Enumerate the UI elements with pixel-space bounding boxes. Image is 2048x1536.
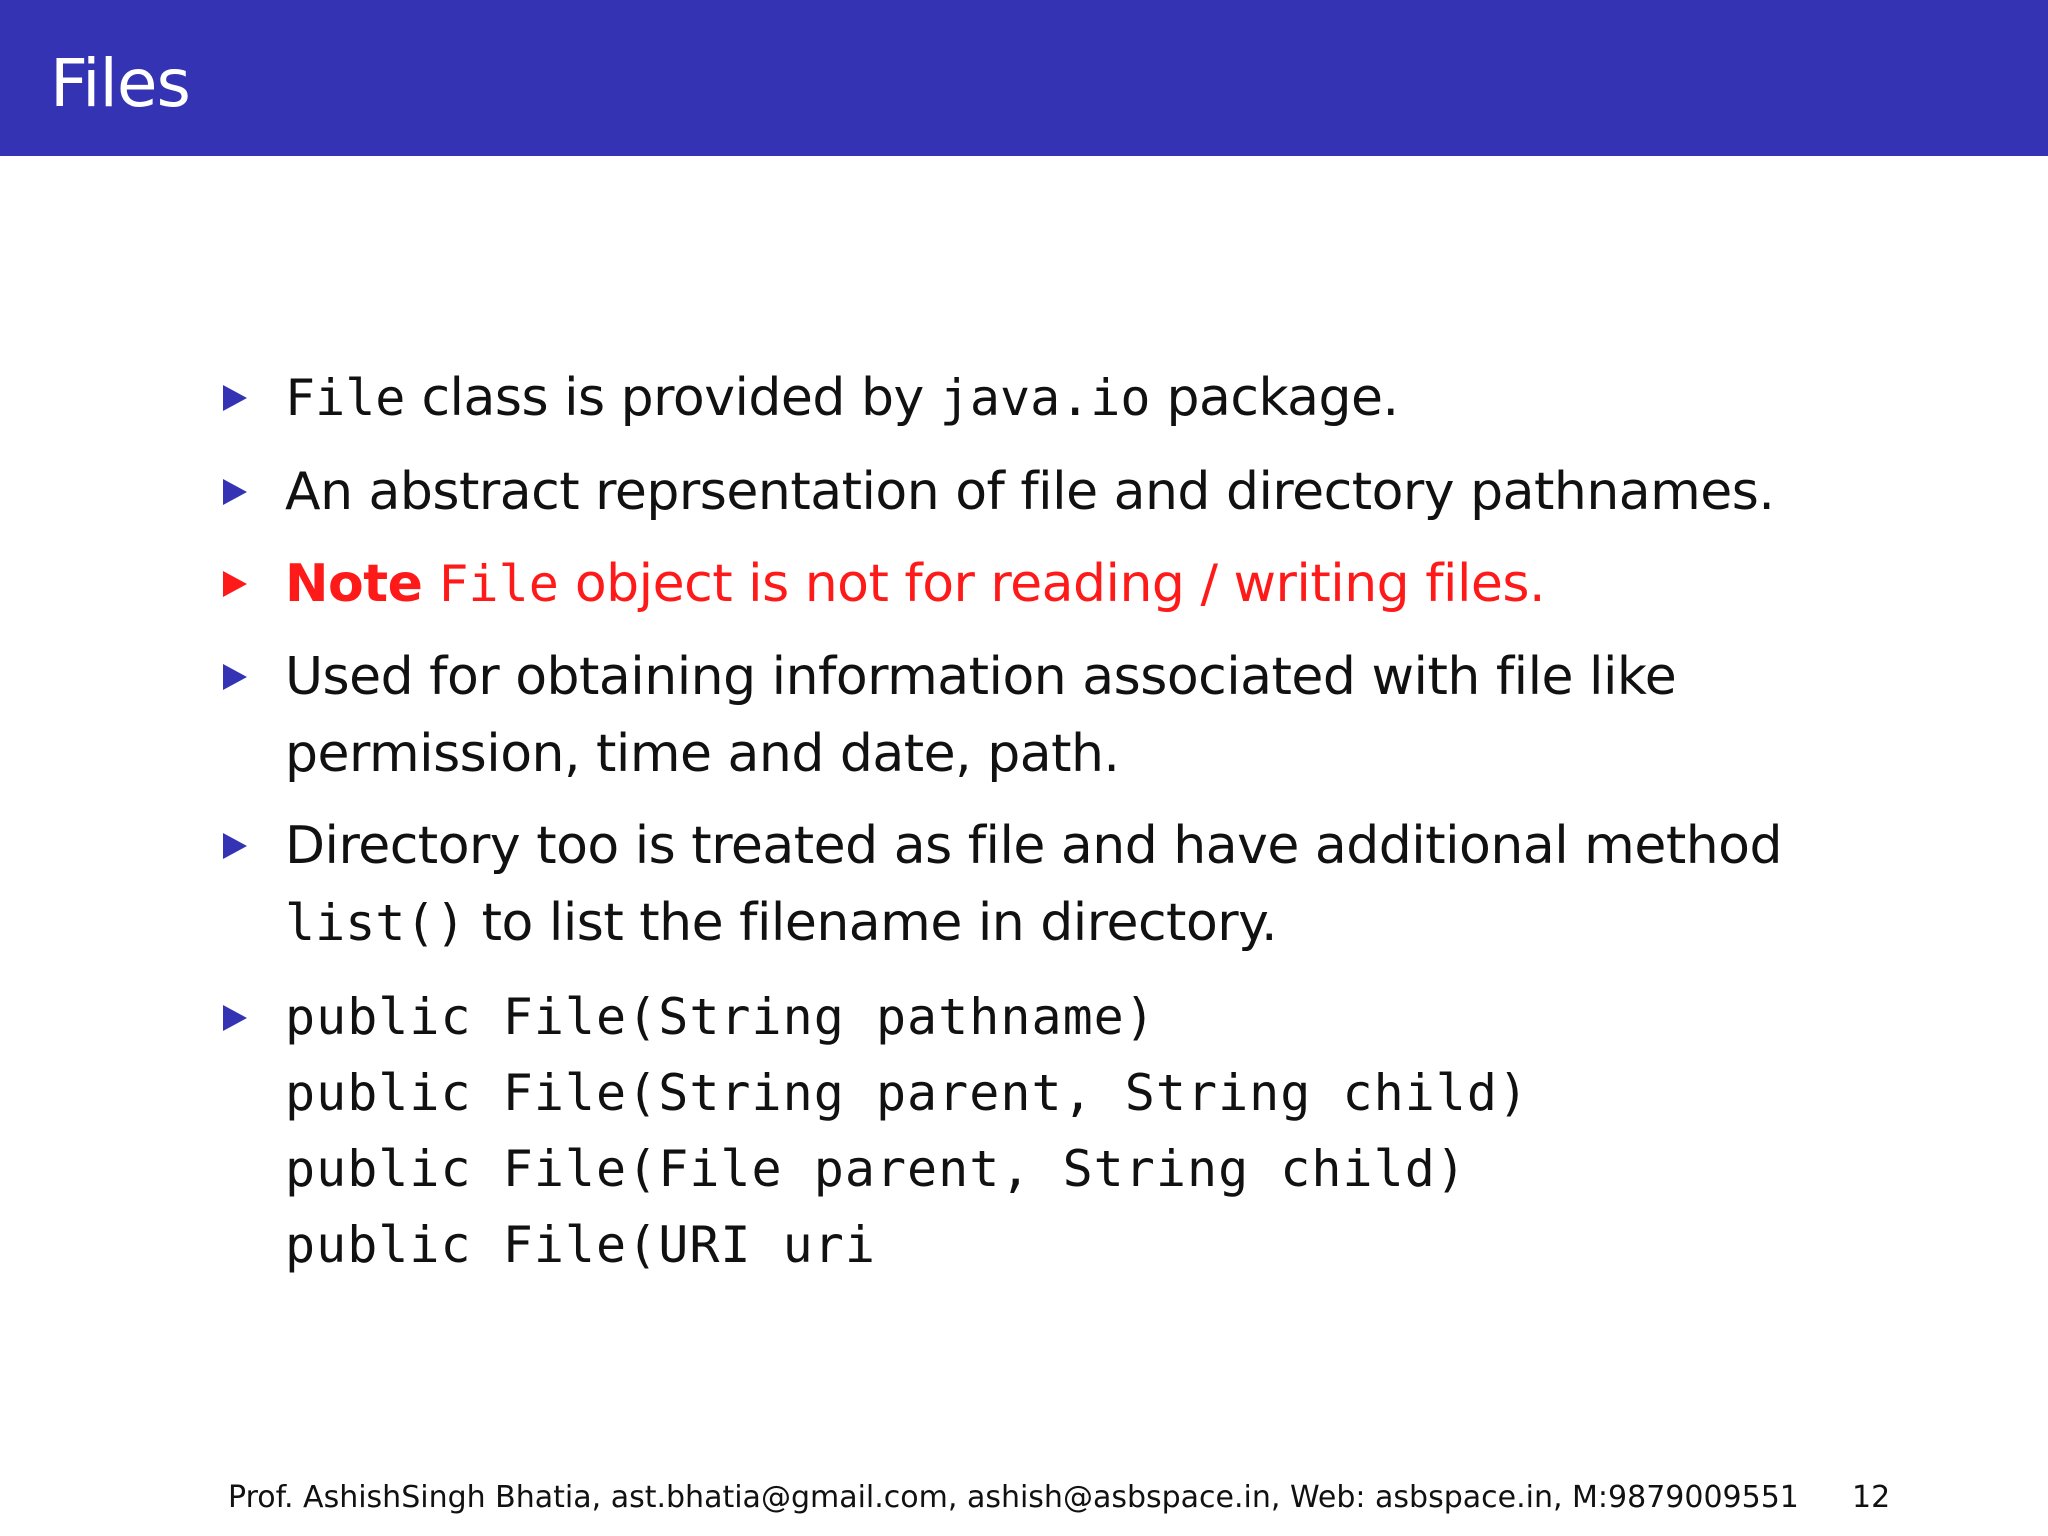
note-label: Note	[285, 554, 423, 614]
bullet-text	[285, 358, 1399, 438]
bullet-triangle-icon	[223, 833, 247, 859]
header-bar	[0, 0, 2048, 156]
bullet-text-line: Used for obtaining information associated with file like	[285, 647, 1677, 707]
bullet-text-line: permission, time and date, path.	[285, 724, 1120, 784]
code-line: public File(String pathname)	[285, 988, 1156, 1046]
bullet-triangle-icon	[223, 1005, 247, 1031]
bullet-item	[223, 358, 1843, 438]
inline-code: File	[438, 555, 559, 613]
inline-code: list()	[285, 894, 466, 952]
bullet-item	[223, 637, 1843, 797]
bullet-triangle-icon	[223, 385, 247, 411]
text-run: object is not for reading / writing files.	[558, 554, 1546, 614]
bullet-item-constructors	[223, 979, 1843, 1289]
inline-code: java.io	[939, 369, 1151, 427]
bullet-item-note	[223, 544, 1843, 624]
bullet-text: An abstract reprsentation of file and directory pathnames.	[285, 462, 1775, 522]
text-run: class is provided by	[405, 368, 940, 428]
text-run: to list the filename in directory.	[465, 893, 1278, 953]
bullet-triangle-icon	[223, 571, 247, 597]
bullet-text-line	[285, 883, 1277, 963]
bullet-triangle-icon	[223, 479, 247, 505]
inline-code: File	[285, 369, 406, 427]
bullet-item	[223, 806, 1843, 966]
bullet-item	[223, 452, 1843, 532]
bullet-text	[285, 544, 1545, 624]
bullet-text-line: Directory too is treated as file and have additional method	[285, 816, 1782, 876]
bullet-triangle-icon	[223, 664, 247, 690]
text-run: package.	[1150, 368, 1399, 428]
code-line: public File(String parent, String child)	[285, 1064, 1530, 1122]
slide-title: Files	[50, 45, 190, 122]
code-line: public File(File parent, String child)	[285, 1140, 1467, 1198]
footer-author-info: Prof. AshishSingh Bhatia, ast.bhatia@gmail.com, ashish@asbspace.in, Web: asbspace.in, M:9879009551	[228, 1480, 1799, 1515]
page-number: 12	[1852, 1480, 1891, 1515]
code-line: public File(URI uri	[285, 1216, 876, 1274]
